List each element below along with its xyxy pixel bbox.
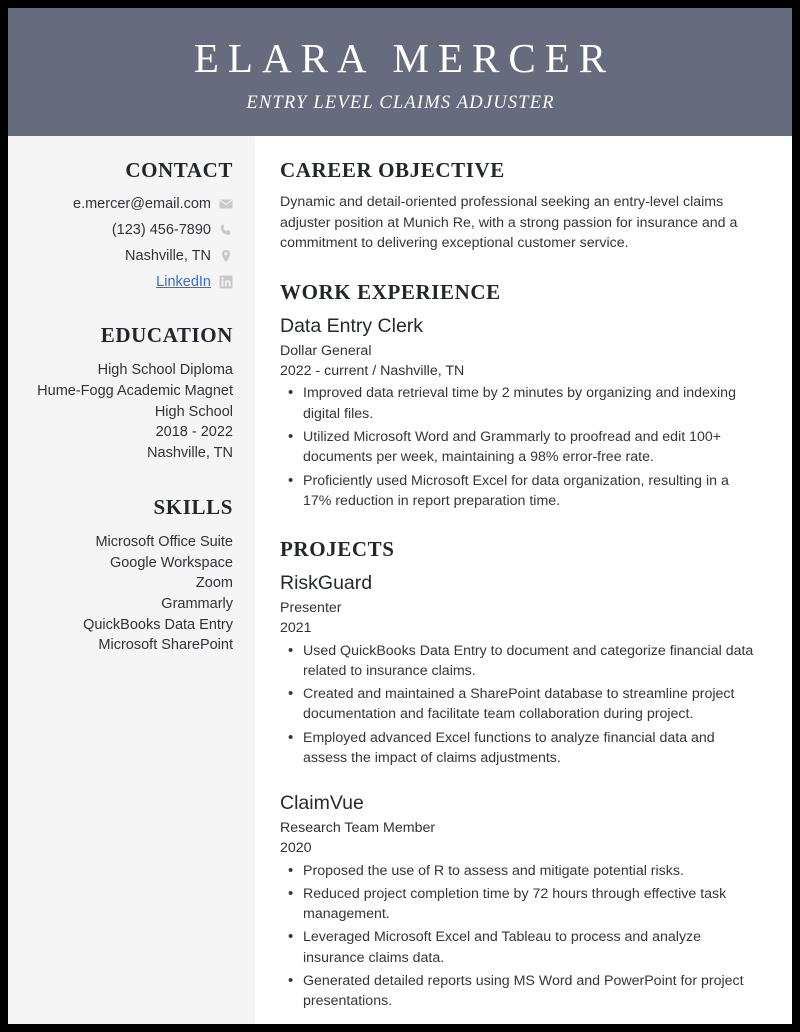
section-heading-work-experience: WORK EXPERIENCE — [280, 280, 501, 305]
education-entry — [22, 360, 233, 463]
project-role: Research Team Member — [280, 820, 436, 837]
list-item: • Proficiently used Microsoft Excel for data organization, resulting in a 17% reduction in report preparation time. — [280, 471, 758, 512]
project-bullets — [280, 641, 758, 769]
skills-list — [22, 532, 233, 655]
list-item: Google Workspace — [109, 554, 233, 571]
page-title: ELARA MERCER — [193, 34, 616, 81]
phone-icon — [219, 223, 233, 237]
list-item: • Leveraged Microsoft Excel and Tableau to process and analyze insurance claims data. — [280, 927, 758, 968]
linkedin-link[interactable]: LinkedIn — [156, 273, 211, 290]
experience-entry — [280, 314, 758, 511]
project-entry-claimvue — [280, 791, 758, 1011]
list-item: • Reduced project completion time by 72 hours through effective task management. — [280, 884, 758, 925]
education-dates: 2018 - 2022 — [155, 424, 233, 441]
education-degree: High School Diploma — [97, 362, 233, 379]
list-item: QuickBooks Data Entry — [83, 616, 233, 633]
career-objective-text: Dynamic and detail-oriented professional seeking an entry-level claims adjuster position at Munich Re, with a strong passion for insurance and a commitment to delivering exceptional customer service. — [280, 194, 738, 252]
experience-dates-location: 2022 - current / Nashville, TN — [280, 363, 465, 380]
contact-item-email — [22, 195, 233, 214]
project-title: ClaimVue — [280, 792, 364, 815]
project-title: RiskGuard — [280, 572, 373, 595]
contact-email-text: e.mercer@email.com — [73, 196, 211, 212]
experience-company: Dollar General — [280, 343, 372, 360]
project-bullets — [280, 861, 758, 1012]
list-item: Microsoft SharePoint — [98, 637, 233, 654]
list-item: • Proposed the use of R to assess and mitigate potential risks. — [280, 861, 758, 881]
contact-phone-text: (123) 456-7890 — [111, 221, 211, 238]
experience-bullets — [280, 383, 758, 511]
resume-page — [8, 8, 792, 1024]
section-heading-skills: SKILLS — [153, 495, 233, 520]
list-item: Zoom — [195, 575, 233, 592]
list-item: Grammarly — [161, 596, 233, 612]
education-school: Hume-Fogg Academic Magnet High School — [37, 382, 233, 420]
location-pin-icon — [219, 249, 233, 263]
list-item: Microsoft Office Suite — [95, 534, 233, 551]
experience-job-title: Data Entry Clerk — [280, 315, 424, 338]
list-item: • Improved data retrieval time by 2 minutes by organizing and indexing digital files. — [280, 383, 758, 424]
list-item: • Generated detailed reports using MS Word and PowerPoint for project presentations. — [280, 971, 758, 1012]
linkedin-icon[interactable] — [219, 275, 233, 289]
resume-body — [8, 136, 792, 1024]
section-heading-projects: PROJECTS — [280, 537, 395, 562]
section-heading-contact: CONTACT — [125, 158, 233, 182]
main-column — [255, 136, 792, 1024]
job-title-subtitle: ENTRY LEVEL CLAIMS ADJUSTER — [246, 93, 555, 114]
resume-header-banner — [8, 8, 792, 136]
list-item: • Employed advanced Excel functions to analyze financial data and assess the impact of claims adjustments. — [280, 728, 758, 769]
sidebar — [8, 136, 255, 1024]
envelope-icon — [219, 197, 233, 211]
project-entry-riskguard — [280, 571, 758, 768]
section-heading-career-objective: CAREER OBJECTIVE — [280, 158, 505, 182]
contact-item-location — [22, 247, 233, 266]
section-heading-education: EDUCATION — [100, 323, 233, 348]
contact-location-text: Nashville, TN — [125, 247, 211, 264]
project-role: Presenter — [280, 600, 342, 617]
education-location: Nashville, TN — [147, 444, 233, 461]
contact-item-linkedin[interactable] — [22, 273, 233, 292]
project-year: 2020 — [280, 840, 312, 857]
list-item: • Created and maintained a SharePoint database to streamline project documentation and facilitate team collaboration during project. — [280, 684, 758, 725]
contact-item-phone — [22, 221, 233, 240]
list-item: • Used QuickBooks Data Entry to document and categorize financial data related to insurance claims. — [280, 641, 758, 682]
list-item: • Utilized Microsoft Word and Grammarly to proofread and edit 100+ documents per week, maintaining a 98% error-free rate. — [280, 427, 758, 468]
project-year: 2021 — [280, 620, 312, 637]
spacer — [280, 771, 758, 791]
